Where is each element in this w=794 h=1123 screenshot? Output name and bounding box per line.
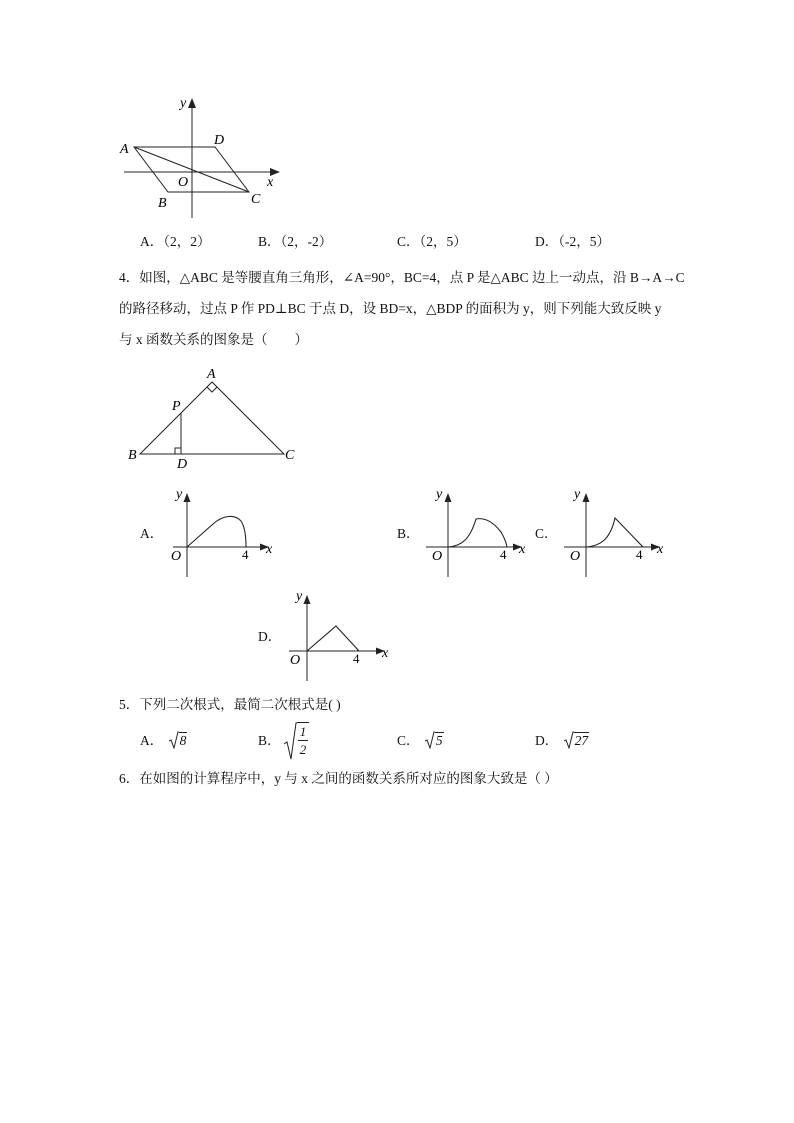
q5-option-a-radicand: 8 [179,733,187,748]
q4-right-angle-a [207,387,217,392]
graph-label-x: x [657,542,664,557]
graph-label-origin: O [171,549,182,564]
q4-graph-b[interactable] [420,485,535,580]
q5-option-b-numerator: 1 [299,724,307,739]
sqrt-icon [564,731,574,749]
q4-option-d-letter[interactable]: D． [258,629,282,644]
q4-label-c: C [285,448,295,463]
sqrt-icon [425,731,435,749]
q3-option-d[interactable] [535,232,610,252]
q3-label-x: x [267,175,274,190]
q5-option-b-fraction [297,722,309,758]
q5-option-a-letter: A． [140,733,164,748]
graph-curve [448,519,507,547]
graph-curve [307,626,359,651]
q3-option-d-text: （-2，5） [558,234,610,249]
graph-y-arrow [304,595,311,604]
q3-label-b: B [158,196,167,211]
q4-stem-line-2: 的路径移动，过点 P 作 PD⊥BC 于点 D，设 BD=x，△BDP 的面积为 y，则下列能大致反映 y [119,301,662,316]
q3-option-a-letter: A． [140,234,164,249]
q3-option-a[interactable] [140,232,211,252]
graph-y-arrow [583,493,590,502]
graph-label-origin: O [570,549,581,564]
q4-label-p: P [172,399,181,414]
q4-stem-line-3: 与 x 函数关系的图象是（ ） [119,332,308,347]
q5-option-b-letter: B． [258,733,281,748]
q3-option-b[interactable] [258,232,332,252]
q5-option-c-letter: C． [397,733,420,748]
graph-tick-4: 4 [500,547,507,562]
q5-option-a[interactable] [140,731,187,751]
q3-y-arrow [188,98,196,108]
q4-graph-c[interactable] [558,485,673,580]
q3-label-y: y [180,96,187,111]
graph-tick-4: 4 [242,547,249,562]
q3-figure [110,90,295,220]
sqrt-icon [169,731,179,749]
q3-option-b-text: （2，-2） [280,234,333,249]
q3-option-a-text: （2，2） [163,234,211,249]
graph-curve [586,518,643,547]
q5-stem: 5．下列二次根式，最简二次根式是( ) [119,697,341,712]
graph-label-y: y [296,589,303,604]
graph-label-x: x [266,542,273,557]
q5-option-c-radicand: 5 [435,733,443,748]
q4-label-d: D [177,457,188,470]
q5-option-d[interactable] [535,731,589,751]
graph-label-x: x [382,646,389,661]
q4-stem-line-1: 4．如图，△ABC 是等腰直角三角形，∠A=90°，BC=4，点 P 是△ABC 边上一动点，沿 B→A→C [119,270,685,285]
q4-graph-a[interactable] [165,485,280,580]
graph-label-origin: O [290,653,301,668]
q4-label-b: B [128,448,137,463]
q3-label-a: A [120,142,129,157]
q5-option-d-letter: D． [535,733,559,748]
graph-tick-4: 4 [636,547,643,562]
q3-label-c: C [251,192,261,207]
q4-option-b-letter[interactable]: B． [397,526,420,541]
graph-y-arrow [184,493,191,502]
q4-graph-d[interactable] [283,587,398,685]
graph-label-y: y [176,487,183,502]
q3-label-d: D [214,133,225,148]
q3-label-o: O [178,175,189,190]
graph-label-y: y [574,487,581,502]
graph-label-x: x [519,542,526,557]
q3-option-c-letter: C． [397,234,420,249]
q4-option-a-letter[interactable]: A． [140,526,164,541]
q4-option-c-letter[interactable]: C． [535,526,558,541]
q3-option-c-text: （2，5） [419,234,467,249]
q5-option-d-radicand: 27 [574,733,589,748]
graph-label-y: y [436,487,443,502]
sqrt-icon [284,722,297,760]
q3-option-b-letter: B． [258,234,281,249]
q5-option-b-denominator: 2 [299,742,307,757]
graph-curve [187,516,246,547]
q4-triangle-abc [140,382,284,454]
q4-right-angle-d [175,448,181,454]
q5-option-c[interactable] [397,731,444,751]
q6-stem: 6．在如图的计算程序中，y 与 x 之间的函数关系所对应的图象大致是（ ） [119,771,558,786]
graph-tick-4: 4 [353,651,360,666]
graph-y-arrow [445,493,452,502]
q4-triangle-figure [125,362,305,470]
graph-label-origin: O [432,549,443,564]
q3-option-d-letter: D． [535,234,559,249]
q4-label-a: A [207,367,216,382]
q3-option-c[interactable] [397,232,467,252]
